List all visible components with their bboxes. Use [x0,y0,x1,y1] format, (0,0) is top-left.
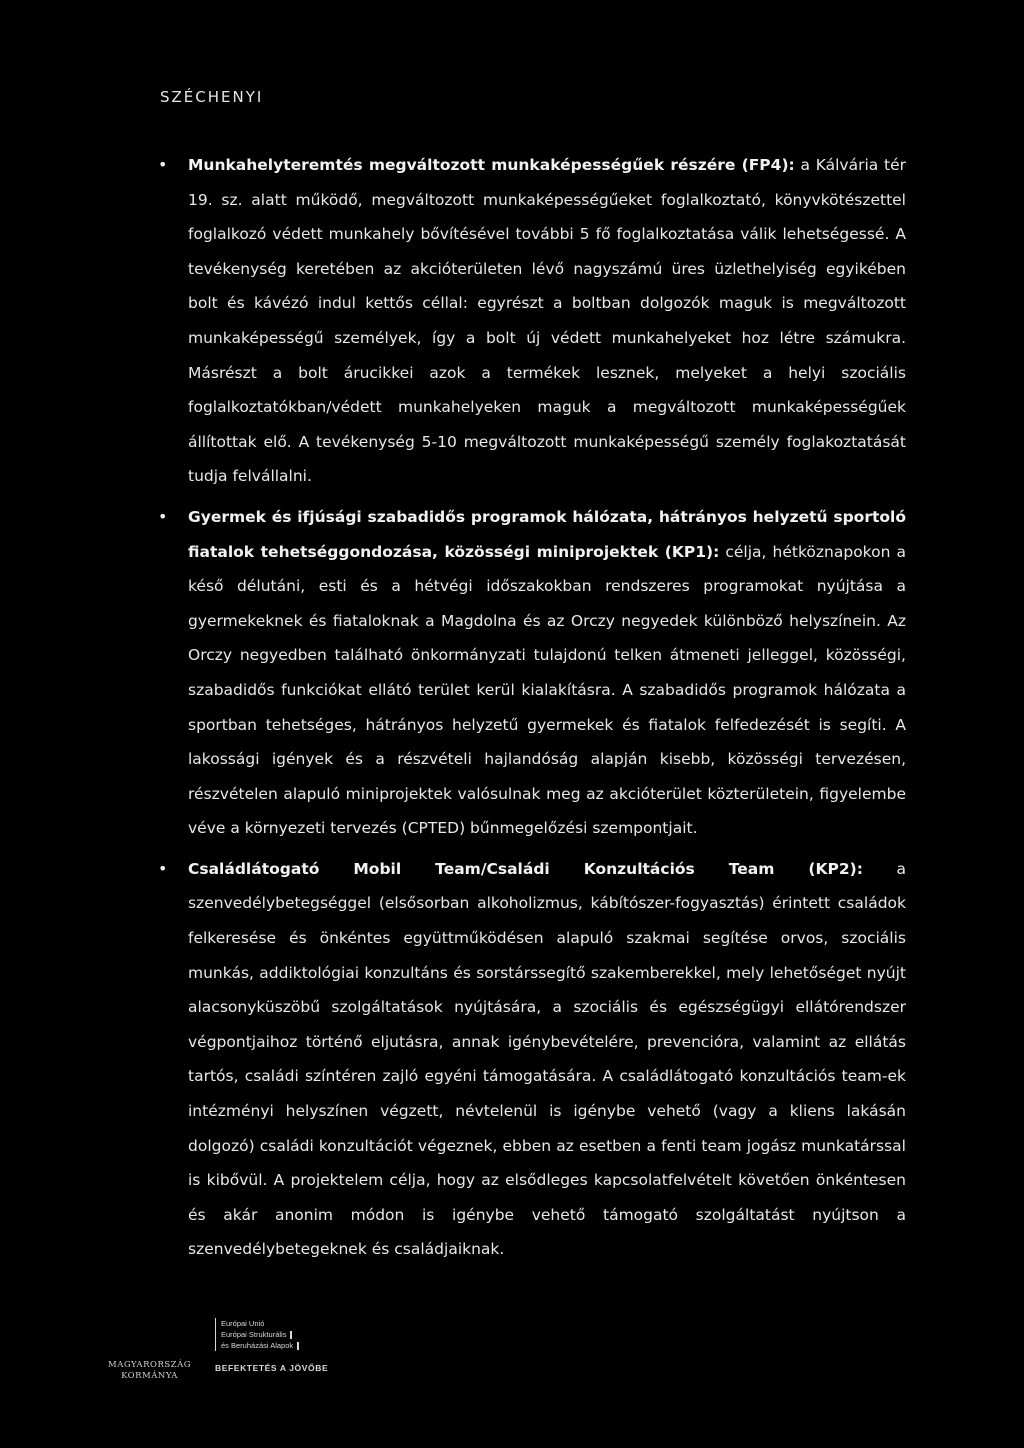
slogan: BEFEKTETÉS A JÖVŐBE [215,1363,329,1373]
document-body [158,148,906,1273]
header-brand: SZÉCHENYI [160,88,264,106]
item-title: Családlátogató Mobil Team/Családi Konzultációs Team (KP2): [188,859,863,878]
eu-logo [215,1318,328,1373]
eu-line-1: Európai Unió [221,1319,265,1328]
bullet-icon: • [158,858,168,878]
bullet-icon: • [158,506,168,526]
item-body: a Kálvária tér 19. sz. alatt működő, megváltozott munkaképességűeket foglalkoztató, könyvkötészettel foglalkozó védett munkahely bővítésével további 5 fő foglalkoztatása válik lehetségessé. A tevékenység keretében az akcióterületen lévő nagyszámú üres üzlethelyiség egyikében bolt és kávézó indul kettős céllal: egyrészt a boltban dolgozók maguk is megváltozott munkaképességű személyek, így a bolt új védett munkahelyeket hoz létre számukra. Másrészt a bolt árucikkei azok a termékek lesznek, melyeket a helyi szociális foglalkoztatókban/védett munkahelyeken maguk a megváltozott munkaképességűek állítottak elő. A tevékenység 5-10 megváltozott munkaképességű személy foglakoztatását tudja felvállalni. [188,156,906,486]
item-body: célja, hétköznapokon a késő délutáni, esti és a hétvégi időszakokban rendszeres programokat nyújtása a gyermekeknek és fiataloknak a Magdolna és az Orczy negyedek különböző helyszínein. Az Orczy negyedben található önkormányzati tulajdonú telken átmeneti jelleggel, közösségi, szabadidős funkciókat ellátó terület kerül kialakításra. A szabadidős programok hálózata a sportban tehetséges, hátrányos helyzetű gyermekek és fiatalok felfedezését is segíti. A lakossági igények és a részvételi hajlandóság alapján kisebb, közösségi tervezésen, részvételen alapuló miniprojektek valósulnak meg az akcióterület közterületein, figyelembe véve a környezeti tervezés (CPTED) bűnmegelőzési szempontjait. [188,542,906,838]
gov-line-1: MAGYARORSZÁG [108,1360,191,1370]
item-title: Gyermek és ifjúsági szabadidős programok hálózata, hátrányos helyzetű sportoló fiatalok tehetséggondozása, közösségi miniprojektek (KP1): [188,507,906,561]
item-body: a szenvedélybetegséggel (elsősorban alkoholizmus, kábítószer-fogyasztás) érintett családok felkeresése és önkéntes együttműködésen alapuló szakmai segítése orvos, szociális munkás, addiktológiai konzultáns és sorstárssegítő szakemberekkel, mely lehetőséget nyújt alacsonyküszöbű szolgáltatások nyújtására, a szociális és egészségügyi ellátórendszer végpontjaihoz történő eljutásra, annak igénybevételére, prevencióra, valamint az ellátás tartós, családi színtéren zajló egyéni támogatására. A családlátogató konzultációs team-ek intézményi helyszínen végzett, névtelenül is igénybe vehető (vagy a kliens lakásán dolgozó) családi konzultációt végeznek, ebben az esetben a fenti team jogász munkatárssal is kibővül. A projektelem célja, hogy az elsődleges kapcsolatfelvételt követően önkéntesen és akár anonim módon is igénybe vehető támogató szolgáltatást nyújtson a szenvedélybetegeknek és családjaiknak. [188,859,906,1259]
eu-bar-icon [290,1331,292,1339]
bullet-icon: • [158,155,168,174]
eu-funds-block [215,1318,328,1351]
government-logo [108,1360,191,1382]
list-item [158,500,906,846]
eu-bar-icon [297,1342,299,1350]
item-title: Munkahelyteremtés megváltozott munkaképességűek részére (FP4): [188,156,795,174]
list-item [158,148,906,494]
gov-line-2: KORMÁNYA [121,1371,178,1381]
list-item [158,852,906,1267]
eu-line-2: Európai Strukturális [221,1330,287,1339]
eu-line-3: és Beruházási Alapok [221,1341,294,1350]
